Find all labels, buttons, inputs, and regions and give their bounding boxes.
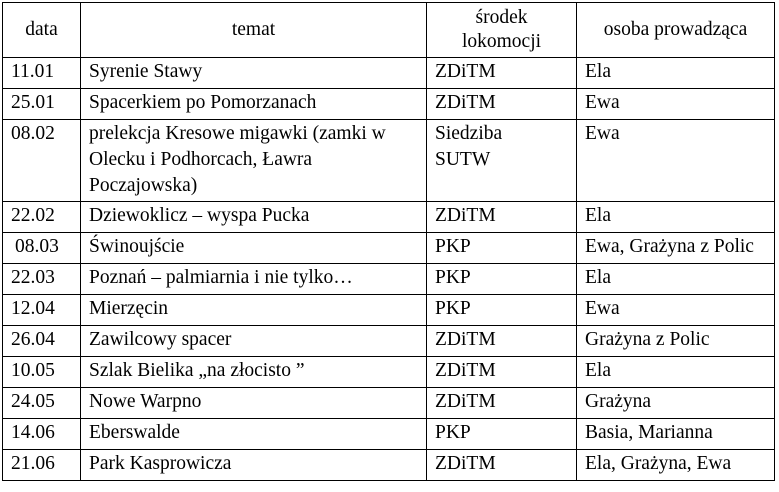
cell-leader: Ela [577, 357, 775, 388]
header-transport [427, 3, 577, 58]
cell-date: 08.02 [3, 120, 81, 202]
header-row [3, 3, 775, 58]
table-row [3, 58, 775, 89]
cell-topic: Nowe Warpno [81, 388, 427, 419]
header-date: data [3, 3, 81, 58]
cell-date: 21.06 [3, 450, 81, 481]
cell-leader: Ela [577, 58, 775, 89]
cell-topic: Park Kasprowicza [81, 450, 427, 481]
table-row [3, 388, 775, 419]
cell-topic: Mierzęcin [81, 295, 427, 326]
cell-transport: ZDiTM [427, 202, 577, 233]
cell-date: 22.03 [3, 264, 81, 295]
cell-transport: PKP [427, 264, 577, 295]
cell-transport: ZDiTM [427, 58, 577, 89]
table-row [3, 326, 775, 357]
cell-leader: Ela, Grażyna, Ewa [577, 450, 775, 481]
cell-topic: Zawilcowy spacer [81, 326, 427, 357]
cell-date: 24.05 [3, 388, 81, 419]
table-row [3, 295, 775, 326]
cell-date: 11.01 [3, 58, 81, 89]
cell-leader: Ewa, Grażyna z Polic [577, 233, 775, 264]
cell-transport [427, 120, 577, 202]
cell-date: 22.02 [3, 202, 81, 233]
cell-leader: Ela [577, 202, 775, 233]
cell-date: 10.05 [3, 357, 81, 388]
cell-leader: Grażyna z Polic [577, 326, 775, 357]
cell-topic: prelekcja Kresowe migawki (zamki w Olecku i Podhorcach, Ławra Poczajowska) [81, 120, 427, 202]
cell-topic: Świnoujście [81, 233, 427, 264]
table-row [3, 120, 775, 202]
cell-date: 26.04 [3, 326, 81, 357]
table-row [3, 357, 775, 388]
cell-transport: ZDiTM [427, 89, 577, 120]
cell-date: 12.04 [3, 295, 81, 326]
table-row [3, 89, 775, 120]
table-row [3, 264, 775, 295]
cell-transport: PKP [427, 295, 577, 326]
cell-transport: ZDiTM [427, 388, 577, 419]
cell-topic: Dziewoklicz – wyspa Pucka [81, 202, 427, 233]
cell-transport: PKP [427, 233, 577, 264]
header-leader: osoba prowadząca [577, 3, 775, 58]
cell-leader: Ewa [577, 295, 775, 326]
cell-leader: Ela [577, 264, 775, 295]
cell-leader: Ewa [577, 89, 775, 120]
cell-topic: Poznań – palmiarnia i nie tylko… [81, 264, 427, 295]
cell-topic: Eberswalde [81, 419, 427, 450]
table-header [3, 3, 775, 58]
cell-leader: Grażyna [577, 388, 775, 419]
table-row [3, 202, 775, 233]
table-row [3, 450, 775, 481]
table-body [3, 58, 775, 481]
cell-transport-text: Siedziba SUTW [435, 123, 503, 170]
table-row [3, 419, 775, 450]
table-row [3, 233, 775, 264]
cell-transport: ZDiTM [427, 450, 577, 481]
cell-transport: ZDiTM [427, 357, 577, 388]
cell-transport: ZDiTM [427, 326, 577, 357]
cell-date: 25.01 [3, 89, 81, 120]
cell-date: 14.06 [3, 419, 81, 450]
cell-topic: Spacerkiem po Pomorzanach [81, 89, 427, 120]
cell-leader: Basia, Marianna [577, 419, 775, 450]
schedule-table [2, 2, 775, 481]
cell-topic: Syrenie Stawy [81, 58, 427, 89]
cell-topic: Szlak Bielika „na złocisto ” [81, 357, 427, 388]
header-topic: temat [81, 3, 427, 58]
cell-transport: PKP [427, 419, 577, 450]
cell-leader: Ewa [577, 120, 775, 202]
cell-date: 08.03 [3, 233, 81, 264]
header-transport-label: środek lokomocji [461, 7, 542, 52]
